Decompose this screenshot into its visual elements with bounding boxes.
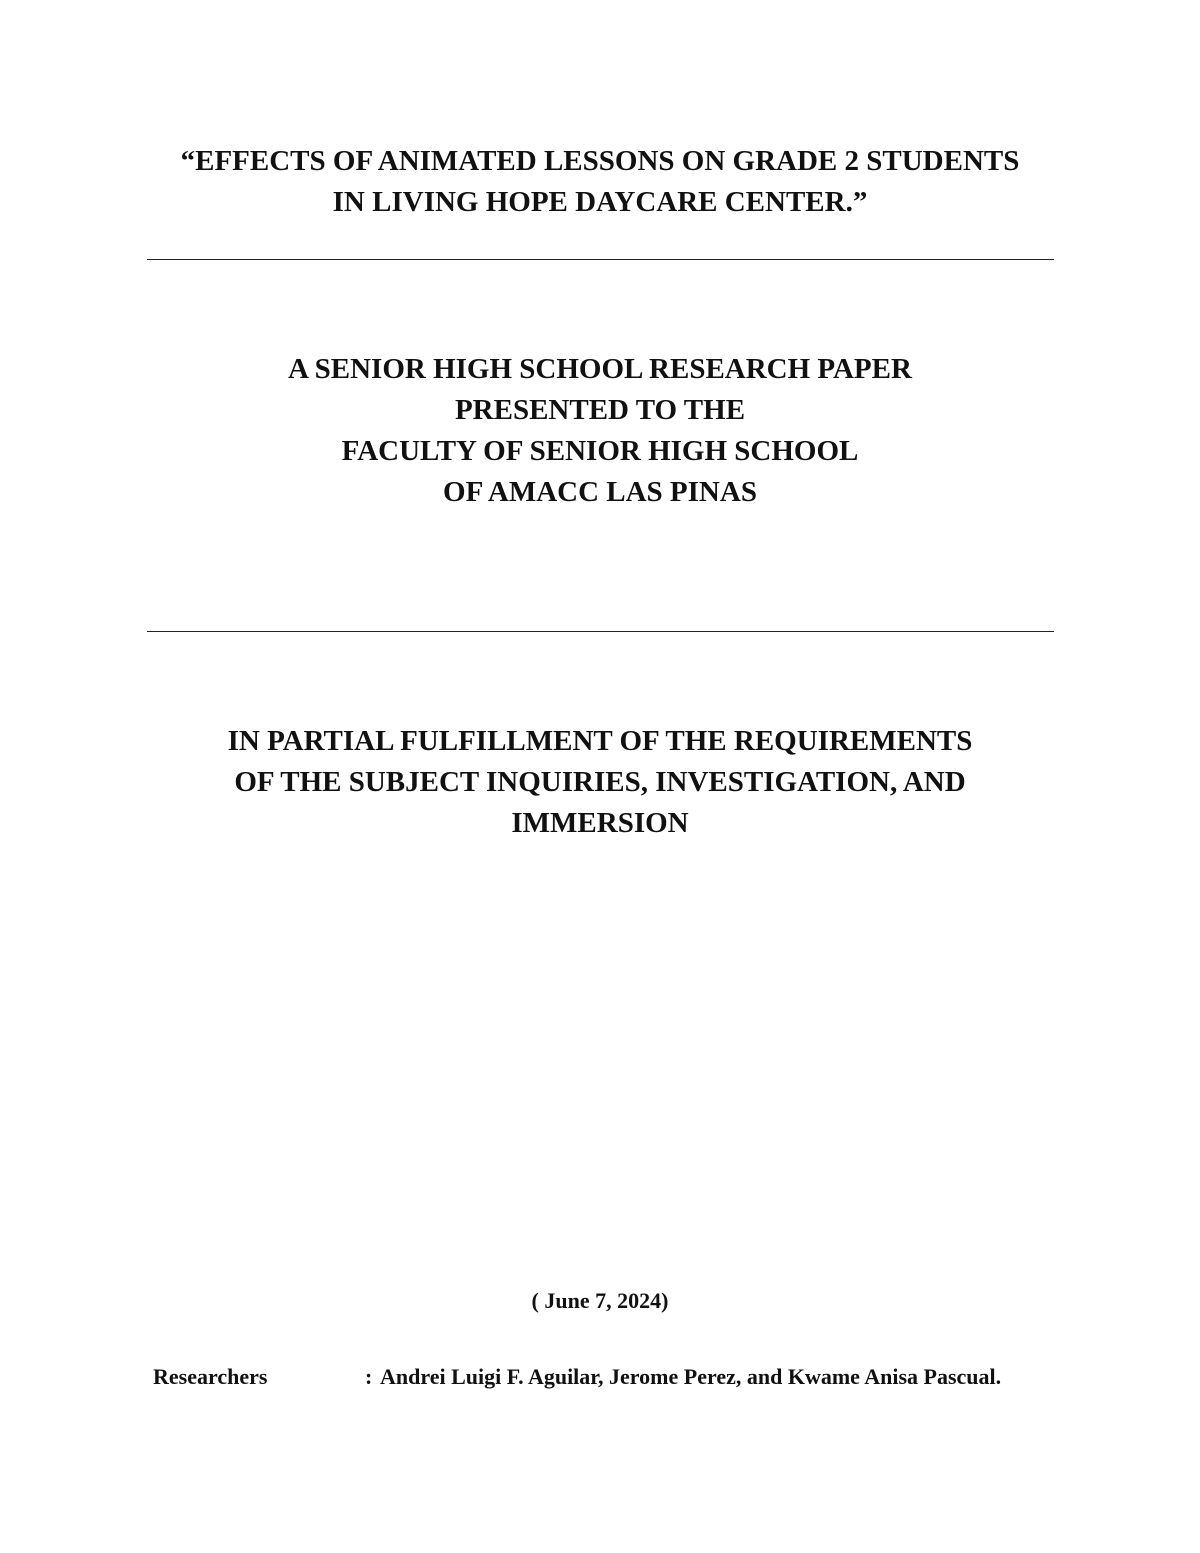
researchers-row	[0, 1363, 1200, 1393]
research-statement-line: OF AMACC LAS PINAS	[443, 476, 757, 508]
research-statement-line: FACULTY OF SENIOR HIGH SCHOOL	[341, 435, 859, 467]
researchers-names: Andrei Luigi F. Aguilar, Jerome Perez, and Kwame Anisa Pascual.	[380, 1364, 1002, 1389]
horizontal-rule	[147, 259, 1054, 260]
submission-date: ( June 7, 2024)	[531, 1288, 669, 1313]
fulfillment-statement	[0, 721, 1200, 844]
research-statement	[0, 349, 1200, 513]
research-statement-line: PRESENTED TO THE	[454, 394, 746, 426]
research-statement-line: A SENIOR HIGH SCHOOL RESEARCH PAPER	[288, 353, 912, 385]
fulfillment-line: IMMERSION	[511, 807, 689, 839]
paper-title-line: IN LIVING HOPE DAYCARE CENTER.”	[332, 186, 868, 218]
horizontal-rule	[147, 631, 1054, 632]
fulfillment-line: IN PARTIAL FULFILLMENT OF THE REQUIREMENTS	[227, 725, 973, 757]
fulfillment-line: OF THE SUBJECT INQUIRIES, INVESTIGATION, AND	[234, 766, 966, 798]
researchers-label: Researchers	[153, 1364, 268, 1389]
paper-title	[0, 141, 1200, 223]
paper-title-line: “EFFECTS OF ANIMATED LESSONS ON GRADE 2 STUDENTS	[180, 145, 1020, 177]
researchers-separator: :	[365, 1364, 373, 1389]
